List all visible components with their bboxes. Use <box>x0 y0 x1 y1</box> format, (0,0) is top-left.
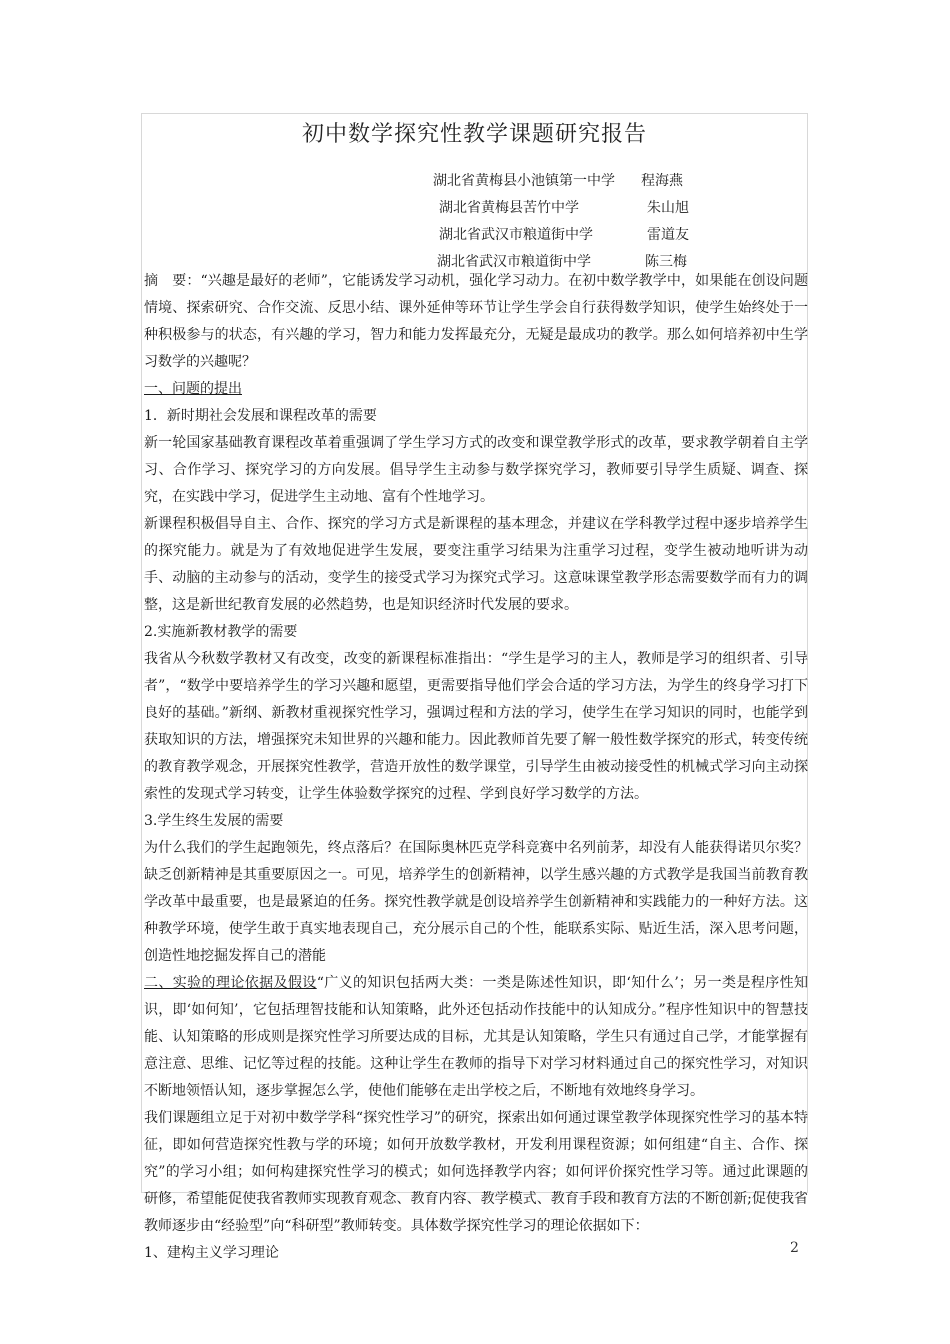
section-heading: 一、问题的提出 <box>144 381 242 397</box>
author-school: 湖北省武汉市粮道街中学 <box>437 254 591 270</box>
page-number: 2 <box>790 1240 799 1256</box>
author-row <box>433 222 733 249</box>
subsection-heading: 1、建构主义学习理论 <box>144 1245 279 1261</box>
document-title: 初中数学探究性教学课题研究报告 <box>301 122 647 147</box>
paragraph: 为什么我们的学生起跑领先，终点落后？在国际奥林匹克学科竞赛中名列前茅，却没有人能获得诺贝尔奖？缺乏创新精神是其重要原因之一。可见，培养学生的创新精神，以学生感兴趣的方式教学是我国当前教育教学改革中最重要，也是最紧迫的任务。探究性教学就是创设培养学生创新精神和实践能力的一种好方法。这种教学环境，使学生敢于真实地表现自己，充分展示自己的个性，能联系实际、贴近生活，深入思考问题，创造性地挖掘发挥自己的潜能 <box>144 840 808 964</box>
author-name: 程海燕 <box>641 173 683 189</box>
author-school: 湖北省武汉市粮道街中学 <box>439 227 593 243</box>
section-heading: 二、实验的理论依据及假设 <box>144 975 317 991</box>
author-school: 湖北省黄梅县苦竹中学 <box>439 200 579 216</box>
author-list <box>433 168 733 276</box>
subsection-heading: 3.学生终生发展的需要 <box>144 813 284 829</box>
author-row <box>433 168 733 195</box>
author-school: 湖北省黄梅县小池镇第一中学 <box>433 173 615 189</box>
paragraph: 我省从今秋数学教材又有改变，改变的新课程标准指出：“学生是学习的主人，教师是学习的组织者、引导者”，“数学中要培养学生的学习兴趣和愿望，更需要指导他们学会合适的学习方法，为学生的终身学习打下良好的基础。”新纲、新教材重视探究性学习，强调过程和方法的学习，使学生在学习知识的同时，也能学到获取知识的方法，增强探究未知世界的兴趣和能力。因此教师首先要了解一般性数学探究的形式，转变传统的教育教学观念，开展探究性教学，营造开放性的数学课堂，引导学生由被动接受性的机械式学习向主动探索性的发现式学习转变，让学生体验数学探究的过程、学到良好学习数学的方法。 <box>144 651 808 802</box>
author-name: 朱山旭 <box>647 200 689 216</box>
paragraph: 我们课题组立足于对初中数学学科“探究性学习”的研究，探索出如何通过课堂教学体现探究性学习的基本特征，即如何营造探究性教与学的环境；如何开放数学教材，开发利用课程资源；如何组建“自主、合作、探究”的学习小组；如何构建探究性学习的模式；如何选择教学内容；如何评价探究性学习等。通过此课题的研修，希望能促使我省教师实现教育观念、教育内容、教学模式、教育手段和教育方法的不断创新;促使我省教师逐步由“经验型”向“科研型”教师转变。具体数学探究性学习的理论依据如下： <box>144 1110 808 1234</box>
author-row <box>433 195 733 222</box>
paragraph: 新课程积极倡导自主、合作、探究的学习方式是新课程的基本理念，并建议在学科教学过程中逐步培养学生的探究能力。就是为了有效地促进学生发展，要变注重学习结果为注重学习过程，变学生被动地听讲为动手、动脑的主动参与的活动，变学生的接受式学习为探究式学习。这意味课堂教学形态需要数学而有力的调整，这是新世纪教育发展的必然趋势，也是知识经济时代发展的要求。 <box>144 516 808 613</box>
author-name: 雷道友 <box>647 227 689 243</box>
paragraph-text: “广义的知识包括两大类：一类是陈述性知识，即‘知什么’；另一类是程序性知识，即‘如何知’，它包括理智技能和认知策略，此外还包括动作技能中的认知成分。”程序性知识中的智慧技能、认知策略的形成则是探究性学习所要达成的目标，尤其是认知策略，学生只有通过自己学，才能掌握有意注意、思维、记忆等过程的技能。这种让学生在教师的指导下对学习材料通过自己的探究性学习，对知识不断地领悟认知，逐步掌握怎么学，使他们能够在走出学校之后，不断地有效地终身学习。 <box>144 975 809 1099</box>
abstract: 摘 要：“兴趣是最好的老师”，它能诱发学习动机，强化学习动力。在初中数学教学中，如果能在创设问题情境、探索研究、合作交流、反思小结、课外延伸等环节让学生学会自行获得数学知识，使学生始终处于一种积极参与的状态，有兴趣的学习，智力和能力发挥最充分，无疑是最成功的教学。那么如何培养初中生学习数学的兴趣呢？ <box>144 273 808 370</box>
author-name: 陈三梅 <box>645 254 687 270</box>
document-body <box>144 268 808 1267</box>
subsection-heading: 1．新时期社会发展和课程改革的需要 <box>144 408 377 424</box>
paragraph: 新一轮国家基础教育课程改革着重强调了学生学习方式的改变和课堂教学形式的改革，要求教学朝着自主学习、合作学习、探究学习的方向发展。倡导学生主动参与数学探究学习，教师要引导学生质疑、调查、探究，在实践中学习，促进学生主动地、富有个性地学习。 <box>144 435 808 505</box>
paragraph <box>144 970 808 1105</box>
subsection-heading: 2.实施新教材教学的需要 <box>144 624 298 640</box>
